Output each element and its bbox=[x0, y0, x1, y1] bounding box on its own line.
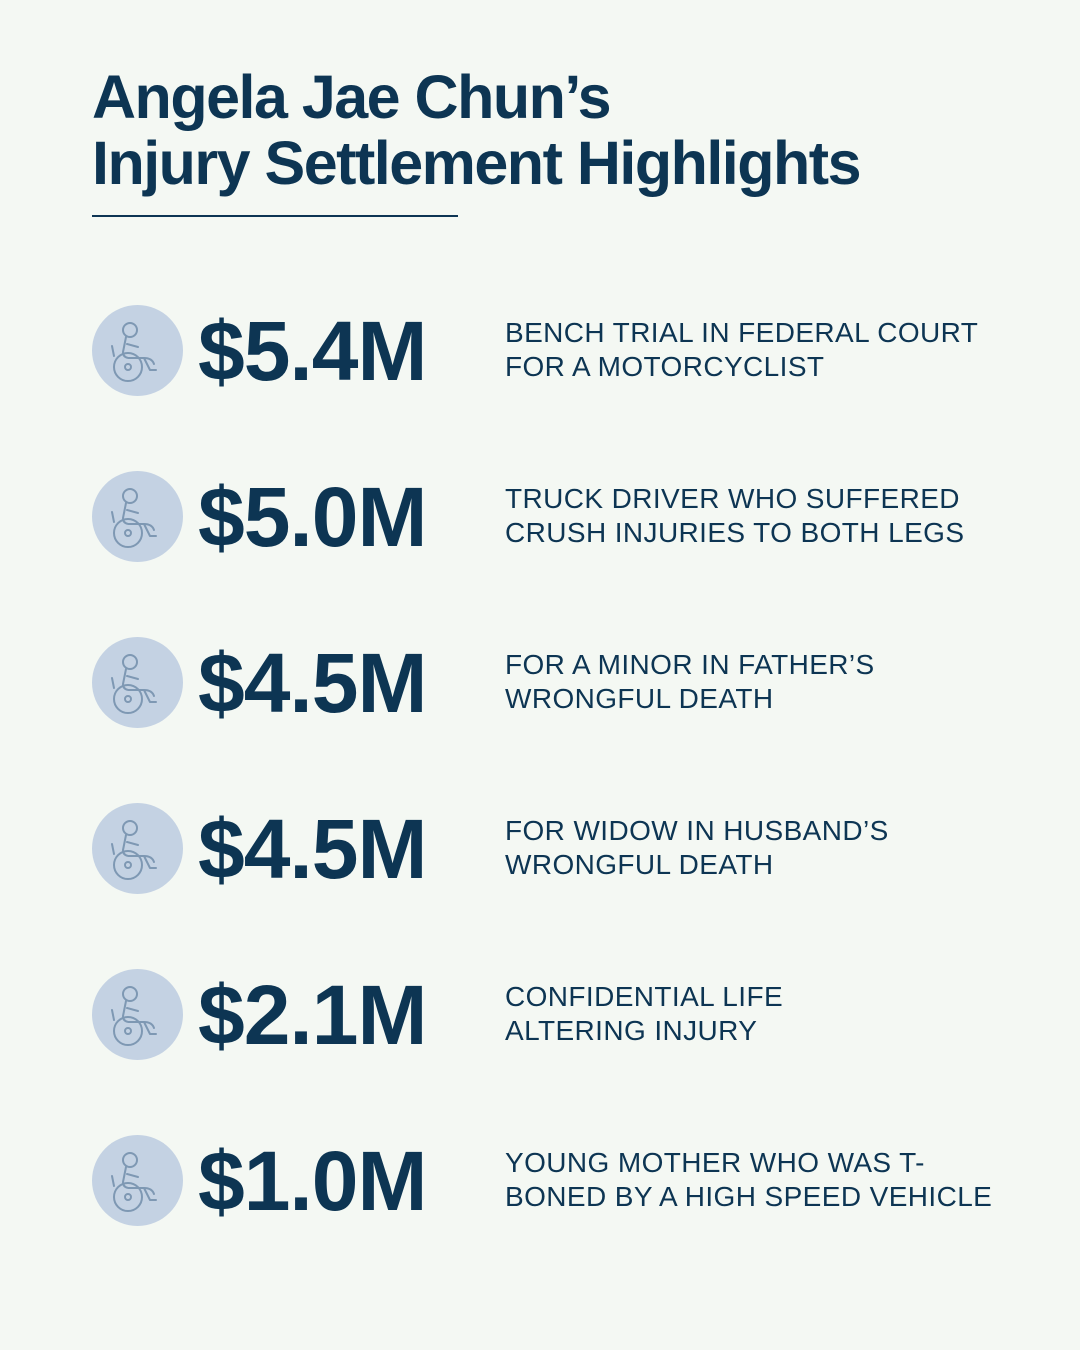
highlight-row bbox=[92, 969, 1032, 1061]
highlight-row bbox=[92, 1135, 1032, 1227]
settlement-description bbox=[505, 1146, 992, 1214]
settlement-description-line-1: FOR WIDOW IN HUSBAND’S bbox=[505, 815, 889, 846]
wheelchair-icon bbox=[92, 305, 183, 396]
settlement-description bbox=[505, 482, 964, 550]
settlement-description bbox=[505, 648, 875, 716]
page-title-line-2: Injury Settlement Highlights bbox=[92, 129, 861, 197]
settlement-amount: $5.0M bbox=[198, 470, 427, 564]
highlight-row bbox=[92, 637, 1032, 729]
page-title bbox=[92, 64, 860, 196]
highlight-row bbox=[92, 305, 1032, 397]
settlement-description-line-2: FOR A MOTORCYCLIST bbox=[505, 351, 825, 382]
settlement-description-line-2: ALTERING INJURY bbox=[505, 1015, 758, 1046]
settlement-amount: $5.4M bbox=[198, 304, 427, 398]
settlement-description-line-1: CONFIDENTIAL LIFE bbox=[505, 981, 784, 1012]
settlement-description-line-1: YOUNG MOTHER WHO WAS T- bbox=[505, 1147, 925, 1178]
settlement-description-line-2: CRUSH INJURIES TO BOTH LEGS bbox=[505, 517, 965, 548]
settlement-description-line-2: WRONGFUL DEATH bbox=[505, 683, 774, 714]
settlement-description-line-2: BONED BY A HIGH SPEED VEHICLE bbox=[505, 1181, 993, 1212]
settlement-description-line-2: WRONGFUL DEATH bbox=[505, 849, 774, 880]
wheelchair-icon bbox=[92, 637, 183, 728]
settlement-description-line-1: BENCH TRIAL IN FEDERAL COURT bbox=[505, 317, 979, 348]
settlement-amount: $1.0M bbox=[198, 1134, 427, 1228]
settlement-amount: $4.5M bbox=[198, 636, 427, 730]
settlement-description bbox=[505, 980, 783, 1048]
settlement-amount: $2.1M bbox=[198, 968, 427, 1062]
settlement-description-line-1: FOR A MINOR IN FATHER’S bbox=[505, 649, 875, 680]
wheelchair-icon bbox=[92, 969, 183, 1060]
settlement-description-line-1: TRUCK DRIVER WHO SUFFERED bbox=[505, 483, 960, 514]
wheelchair-icon bbox=[92, 471, 183, 562]
wheelchair-icon bbox=[92, 1135, 183, 1226]
settlement-amount: $4.5M bbox=[198, 802, 427, 896]
settlement-description bbox=[505, 316, 978, 384]
title-underline bbox=[92, 215, 458, 217]
highlight-row bbox=[92, 803, 1032, 895]
highlight-row bbox=[92, 471, 1032, 563]
wheelchair-icon bbox=[92, 803, 183, 894]
settlement-description bbox=[505, 814, 889, 882]
page-title-line-1: Angela Jae Chun’s bbox=[92, 63, 610, 131]
